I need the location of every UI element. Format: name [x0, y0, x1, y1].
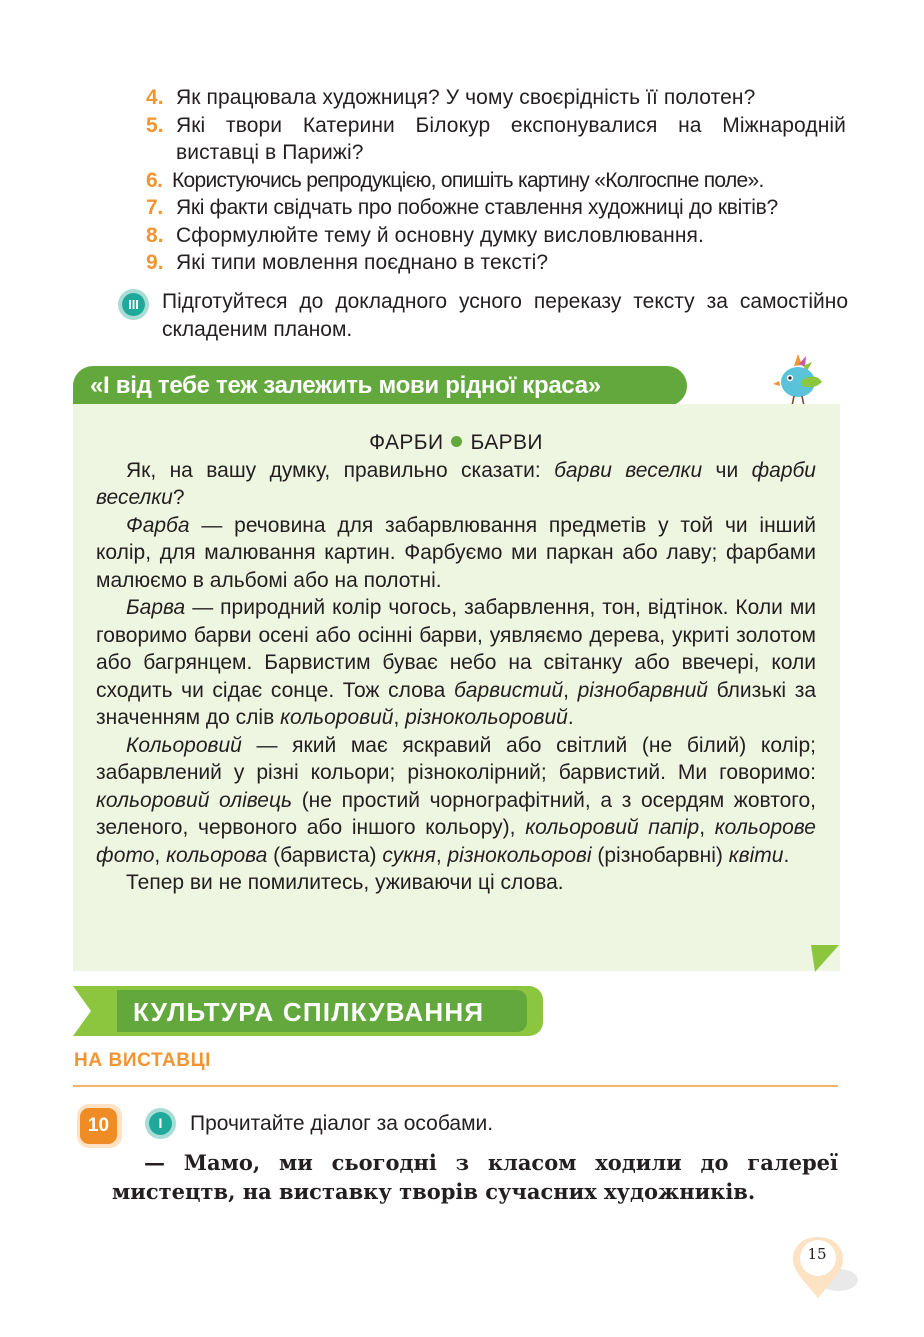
- question-text: Сформулюйте тему й основну думку висловлювання.: [176, 223, 704, 247]
- exercise-task: Прочитайте діалог за особами.: [190, 1112, 494, 1135]
- question-number: 7.: [146, 196, 163, 219]
- text: ,: [393, 706, 406, 729]
- question-number: 9.: [146, 251, 164, 274]
- section-divider: [73, 1085, 838, 1087]
- info-box: [73, 404, 840, 971]
- italic-term: Фарба: [126, 513, 190, 537]
- text: — природний колір чогось, забарвлення, тон, відтінок. Коли ми говоримо барви осені або осінні барви, уявляємо дерева, укриті золотом або багрянцем. Барвистим буває небо на світанку або ввечері, коли сходить чи сідає сонце. Тож слова: [96, 596, 816, 702]
- text: (різнобарвні): [591, 843, 729, 867]
- text: ,: [435, 843, 448, 867]
- italic-term: різнобарвний: [577, 678, 708, 702]
- corner-triangle-icon: [811, 945, 839, 972]
- italic-term: різнокольорові: [447, 843, 592, 867]
- text: близькі за значенням до слів: [96, 678, 817, 729]
- dialog-text: [112, 1149, 838, 1206]
- text: — який має яскравий або світлий (не білий) колір; забарвлений у різні кольори; різноколірний; барвистий. Ми говоримо:: [96, 733, 816, 784]
- question-4: [146, 84, 846, 112]
- section-label: НА ВИСТАВЦІ: [74, 1050, 211, 1071]
- roman-marker-icon: [118, 289, 149, 320]
- text: ,: [563, 678, 578, 702]
- task-iii: [118, 288, 848, 344]
- question-5: [146, 112, 846, 167]
- question-text: Як працювала художниця? У чому своєрідність її полотен?: [176, 86, 756, 109]
- italic-term: кольоровий папір: [525, 816, 700, 839]
- paragraph-4: [96, 732, 816, 870]
- text: Як, на вашу думку, правильно сказати:: [126, 458, 555, 482]
- italic-term: Барва: [126, 596, 186, 619]
- text: ,: [154, 843, 167, 867]
- question-number: 5.: [146, 113, 164, 137]
- banner-arrow-icon: [73, 986, 121, 1036]
- culture-banner-title: КУЛЬТУРА СПІЛКУВАННЯ: [117, 990, 527, 1032]
- italic-term: різнокольоровий: [405, 706, 568, 729]
- section-banner: «І від тебе теж залежить мови рідної краса»: [73, 366, 687, 406]
- text: (не простий чорнографітний, а з осердям жовтого, зеленого, червоного або іншого кольору),: [96, 788, 816, 839]
- text: ,: [699, 816, 715, 839]
- italic-term: кольоровий: [280, 706, 394, 729]
- text: .: [567, 706, 574, 729]
- italic-term: кольорове фото: [96, 816, 816, 867]
- paragraph-1: [96, 457, 816, 512]
- italic-term: барвистий: [453, 678, 564, 702]
- text: чи: [702, 458, 752, 482]
- text: .: [783, 843, 790, 867]
- dialog-line: — Мамо, ми сьогодні з класом ходили до галереї мистецтв, на виставку творів сучасних художників.: [112, 1150, 838, 1204]
- question-number: 4.: [146, 86, 164, 109]
- italic-term: Кольоровий: [126, 733, 242, 757]
- italic-term: фарби веселки: [96, 458, 816, 509]
- questions-list: [146, 84, 846, 277]
- green-dot-icon: [451, 436, 462, 447]
- bird-icon: [772, 352, 828, 408]
- text: (барвиста): [267, 843, 383, 867]
- task-iii-text: Підготуйтеся до докладного усного переказу тексту за самостійно складеним планом.: [162, 290, 848, 341]
- exercise-number: 10: [80, 1108, 117, 1144]
- question-7: [146, 194, 846, 222]
- roman-marker-label: I: [149, 1112, 172, 1135]
- paragraph-5: Тепер ви не помилитесь, уживаючи ці слова.: [126, 871, 564, 894]
- question-number: 8.: [146, 223, 164, 247]
- box-title: [96, 429, 816, 457]
- roman-marker-label: III: [122, 293, 145, 316]
- box-title-right: БАРВИ: [470, 431, 543, 454]
- question-8: [146, 222, 846, 250]
- question-6: [146, 167, 846, 195]
- text: — речовина для забарвлювання предметів у той чи інший колір, для малювання картин. Фарбуємо ми паркан або лаву; фарбами малюємо в альбомі або на полотні.: [96, 513, 816, 592]
- italic-term: сукня: [382, 843, 436, 867]
- paragraph-3: [96, 594, 816, 732]
- question-text: Користуючись репродукцією, опишіть картину «Колгоспне поле».: [172, 168, 764, 192]
- question-9: [146, 249, 846, 277]
- info-box-text: [96, 429, 816, 897]
- question-text: Які факти свідчать про побожне ставлення художниці до квітів?: [176, 196, 778, 219]
- text: ?: [172, 486, 185, 509]
- page-marker-icon: [782, 1232, 860, 1302]
- question-text: Які типи мовлення поєднано в тексті?: [176, 251, 549, 274]
- italic-term: кольоровий олівець: [96, 788, 293, 812]
- question-number: 6.: [146, 168, 163, 192]
- roman-marker-icon: [145, 1108, 176, 1139]
- question-text: Які твори Катерини Білокур експонувалися на Міжнародній виставці в Парижі?: [176, 113, 846, 164]
- culture-banner: [73, 986, 543, 1036]
- box-title-left: ФАРБИ: [369, 431, 444, 454]
- italic-term: барви веселки: [554, 458, 703, 482]
- exercise-number-badge: [77, 1104, 122, 1148]
- italic-term: кольорова: [166, 843, 268, 867]
- paragraph-2: [96, 512, 816, 595]
- page-number: 15: [807, 1245, 827, 1263]
- italic-term: квіти: [728, 843, 784, 867]
